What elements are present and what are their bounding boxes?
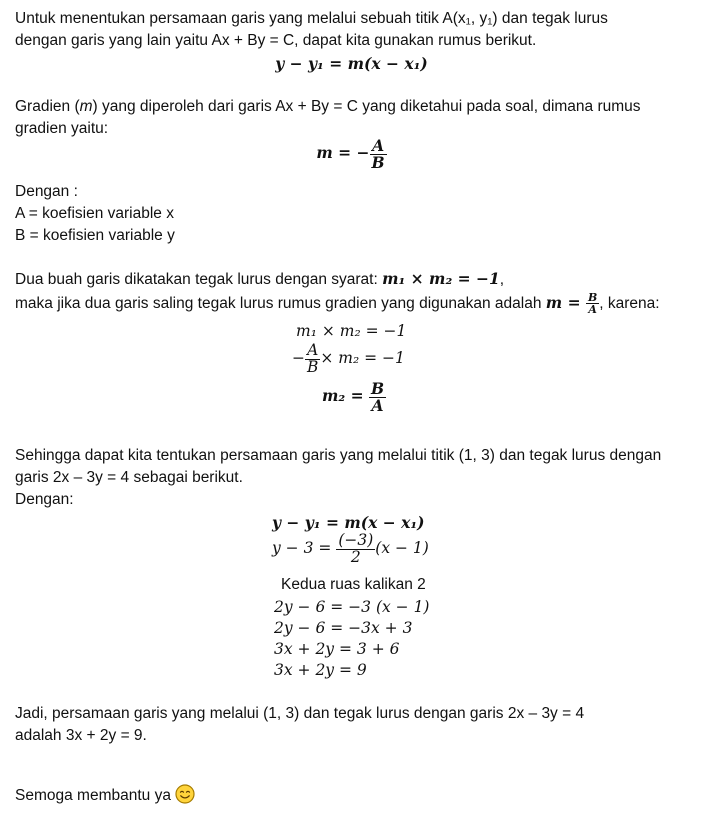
syarat-line-1: Dua buah garis dikatakan tegak lurus dengan syarat: m₁ × m₂ = −1, (15, 269, 505, 288)
gradien-formula: m = − $\frac{A}{B}$ (316, 136, 385, 172)
sehingga-line-1: Sehingga dapat kita tentukan persamaan garis yang melalui titik (1, 3) dan tegak lurus dengan (15, 447, 662, 464)
solution-step-c: 3x + 2y = 3 + 6 (274, 640, 400, 658)
derivation-step-2: − $\frac{A}{B}$ × m₂ = −1 (292, 341, 405, 376)
conclusion-line-2: adalah 3x + 2y = 9. (15, 727, 147, 744)
main-formula: y − y₁ = m(x − x₁) (275, 54, 428, 73)
a-definition: A = koefisien variable x (15, 205, 174, 222)
gradien-line-1: Gradien (m) yang diperoleh dari garis Ax + By = C yang diketahui pada soal, dimana rumus (15, 98, 641, 115)
syarat-line-2: maka jika dua garis saling tegak lurus rumus gradien yang digunakan adalah m = $\frac{B}{A}$ , karena: (15, 291, 660, 317)
intro-line-2: dengan garis yang lain yaitu Ax + By = C, dapat kita gunakan rumus berikut. (15, 32, 537, 49)
closing-line: Semoga membantu ya (15, 784, 195, 807)
sehingga-dengan: Dengan: (15, 491, 74, 508)
solution-step: y − 3 = $\frac{(-3)}{2}$ (x − 1) (272, 531, 429, 566)
solution-formula: y − y₁ = m(x − x₁) (272, 513, 425, 532)
derivation-step-1: m₁ × m₂ = −1 (296, 322, 407, 340)
solution-step-a: 2y − 6 = −3 (x − 1) (274, 598, 430, 616)
sehingga-line-2: garis 2x – 3y = 4 sebagai berikut. (15, 469, 243, 486)
b-definition: B = koefisien variable y (15, 227, 175, 244)
intro-line-1: Untuk menentukan persamaan garis yang melalui sebuah titik A(x₁, y₁) dan tegak lurus (15, 10, 608, 27)
solution-step-b: 2y − 6 = −3x + 3 (274, 619, 413, 637)
gradien-line-2: gradien yaitu: (15, 120, 109, 137)
dengan-heading: Dengan : (15, 183, 78, 200)
solution-step-d: 3x + 2y = 9 (274, 661, 367, 679)
solution-note: Kedua ruas kalikan 2 (281, 576, 426, 593)
conclusion-line-1: Jadi, persamaan garis yang melalui (1, 3) dan tegak lurus dengan garis 2x – 3y = 4 (15, 705, 585, 722)
smiling-face-icon (175, 784, 195, 804)
derivation-step-3: m₂ = $\frac{B}{A}$ (322, 379, 385, 415)
